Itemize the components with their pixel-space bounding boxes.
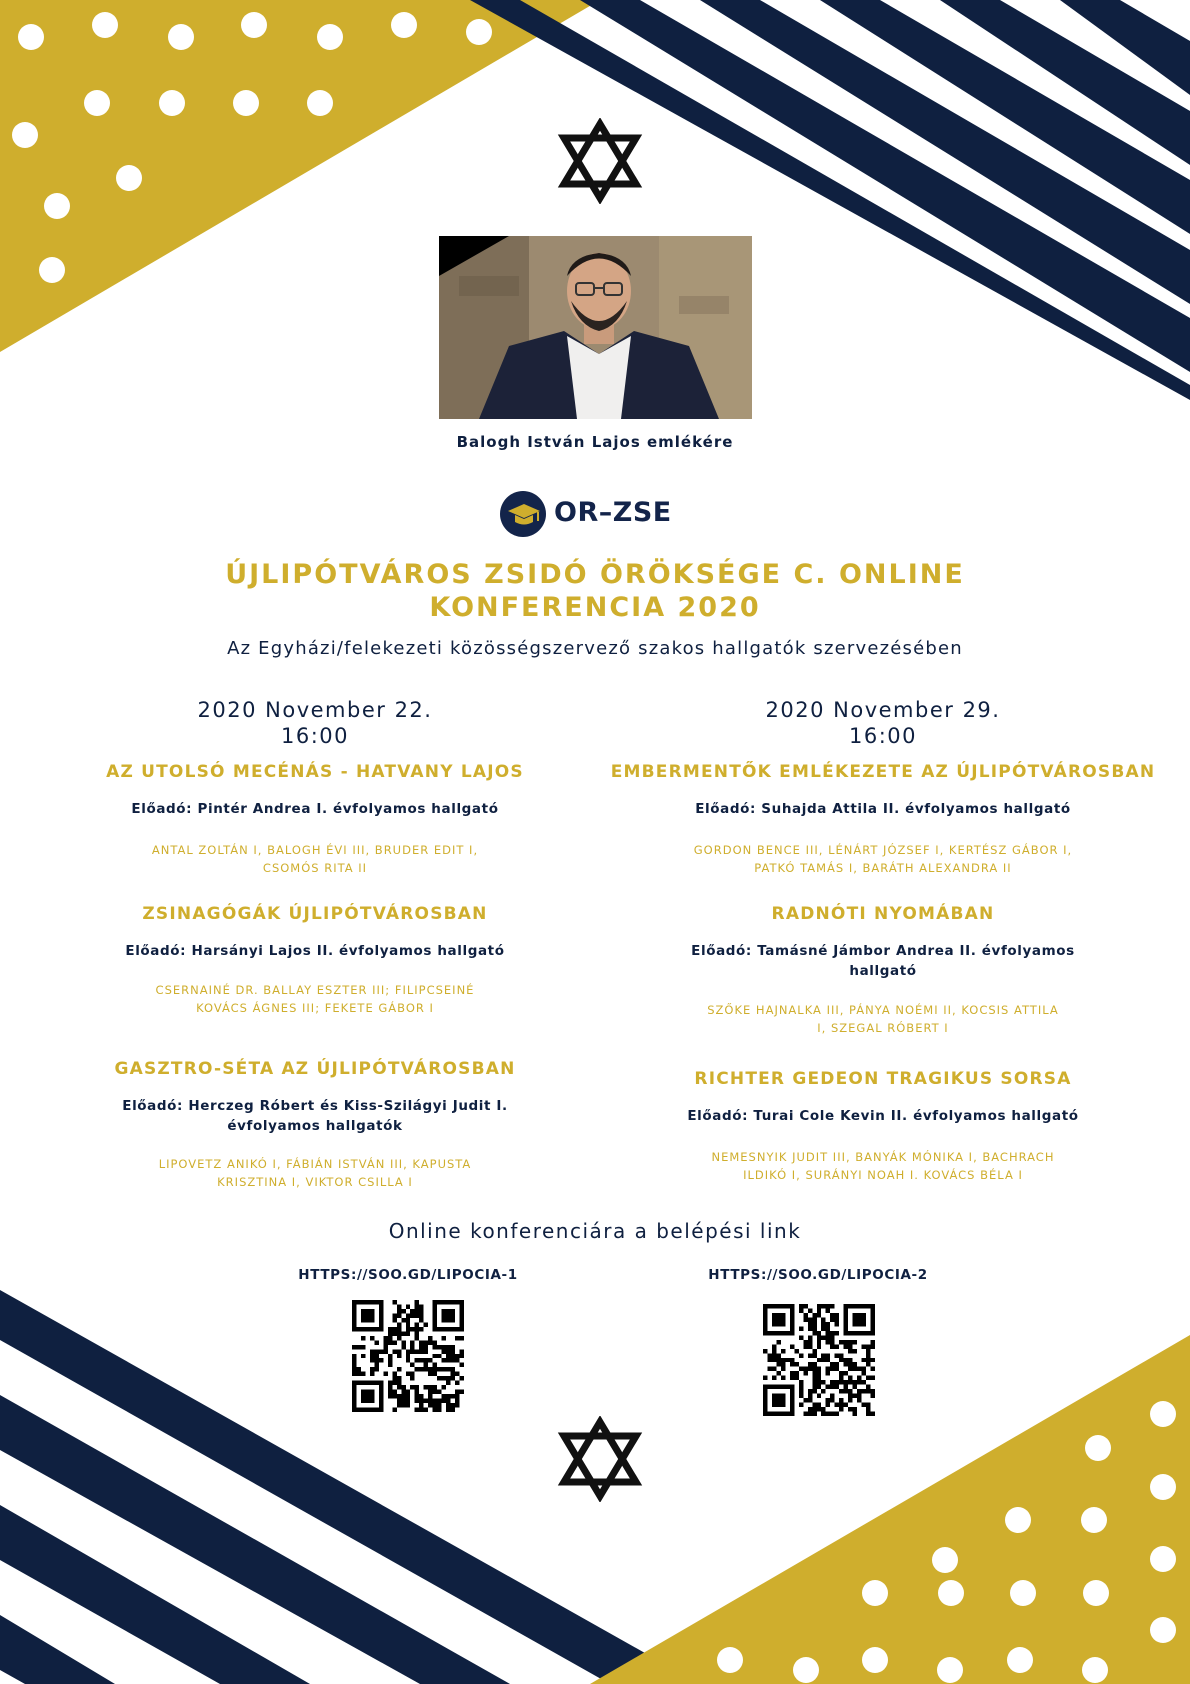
conference-title (150, 558, 1040, 624)
talk-organizers: GORDON BENCE III, LÉNÁRT JÓZSEF I, KERTÉSZ GÁBOR I, PATKÓ TAMÁS I, BARÁTH ALEXANDRA II (693, 843, 1073, 875)
conference-subtitle: Az Egyházi/felekezeti közösségszervező szakos hallgatók szervezésében (227, 638, 963, 659)
talk-speaker: Előadó: Herczeg Róbert és Kiss-Szilágyi Judit I. évfolyamos hallgatók (122, 1098, 508, 1134)
talk-speaker: Előadó: Suhajda Attila II. évfolyamos hallgató (695, 801, 1071, 817)
talk-organizers: SZŐKE HAJNALKA III, PÁNYA NOÉMI II, KOCSIS ATTILA I, SZEGAL RÓBERT I (707, 1003, 1059, 1035)
talk-title: RICHTER GEDEON TRAGIKUS SORSA (694, 1069, 1072, 1089)
or-zse-logo (500, 491, 680, 537)
memorial-photo (439, 236, 752, 419)
star-of-david-icon (554, 118, 646, 204)
conference-title-line-1: ÚJLIPÓTVÁROS ZSIDÓ ÖRÖKSÉGE C. ONLINE (225, 559, 965, 590)
day-date-time (30, 697, 600, 749)
day-date-time (598, 697, 1168, 749)
day-column-1 (30, 697, 600, 1197)
conference-link-2[interactable]: HTTPS://SOO.GD/LIPOCIA-2 (708, 1267, 928, 1283)
day-column-2 (598, 697, 1168, 1197)
talk-title: ZSINAGÓGÁK ÚJLIPÓTVÁROSBAN (142, 904, 488, 924)
qr-code-1[interactable] (352, 1300, 464, 1412)
conference-link-1[interactable]: HTTPS://SOO.GD/LIPOCIA-1 (298, 1267, 518, 1283)
talk-title: RADNÓTI NYOMÁBAN (771, 904, 995, 924)
talk-title: AZ UTOLSÓ MECÉNÁS - HATVANY LAJOS (106, 762, 524, 782)
talk-speaker: Előadó: Pintér Andrea I. évfolyamos hallgató (131, 801, 499, 817)
online-link-heading: Online konferenciára a belépési link (388, 1219, 802, 1243)
talk-title: EMBERMENTŐK EMLÉKEZETE AZ ÚJLIPÓTVÁROSBAN (610, 762, 1156, 782)
day-time: 16:00 (848, 724, 918, 748)
talk-title: GASZTRO-SÉTA AZ ÚJLIPÓTVÁROSBAN (114, 1059, 516, 1079)
talk-speaker: Előadó: Harsányi Lajos II. évfolyamos hallgató (125, 943, 505, 959)
logo-text: OR–ZSE (554, 497, 672, 528)
talk-organizers: CSERNAINÉ DR. BALLAY ESZTER III; FILIPCSEINÉ KOVÁCS ÁGNES III; FEKETE GÁBOR I (155, 983, 475, 1015)
memorial-caption: Balogh István Lajos emlékére (456, 433, 734, 451)
conference-title-line-2: KONFERENCIA 2020 (429, 592, 761, 623)
graduation-cap-icon (500, 491, 546, 537)
qr-code-2[interactable] (763, 1304, 875, 1416)
day-date: 2020 November 29. (765, 698, 1001, 722)
talk-organizers: NEMESNYIK JUDIT III, BANYÁK MÓNIKA I, BACHRACH ILDIKÓ I, SURÁNYI NOAH I. KOVÁCS BÉLA I (711, 1150, 1055, 1182)
day-date: 2020 November 22. (197, 698, 433, 722)
talk-organizers: LIPOVETZ ANIKÓ I, FÁBIÁN ISTVÁN III, KAPUSTA KRISZTINA I, VIKTOR CSILLA I (158, 1157, 472, 1189)
talk-speaker: Előadó: Tamásné Jámbor Andrea II. évfolyamos hallgató (691, 943, 1075, 979)
star-of-david-icon (554, 1416, 646, 1502)
day-time: 16:00 (280, 724, 350, 748)
talk-speaker: Előadó: Turai Cole Kevin II. évfolyamos hallgató (687, 1108, 1079, 1124)
talk-organizers: ANTAL ZOLTÁN I, BALOGH ÉVI III, BRUDER EDIT I, CSOMÓS RITA II (151, 843, 479, 875)
